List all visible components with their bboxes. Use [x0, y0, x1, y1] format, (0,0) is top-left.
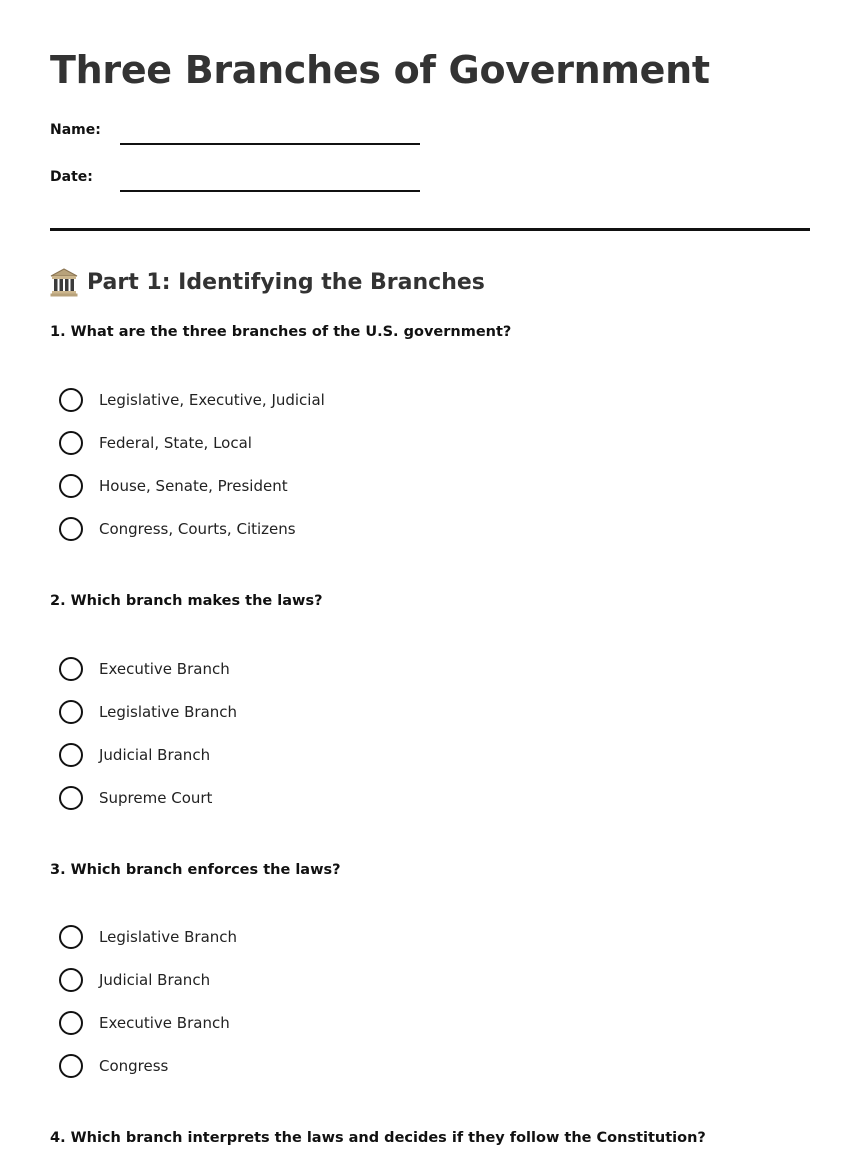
- radio-button[interactable]: [59, 925, 83, 949]
- answer-option[interactable]: [59, 656, 230, 682]
- answer-option[interactable]: [59, 516, 296, 542]
- section-heading: [50, 266, 485, 298]
- answer-option[interactable]: [59, 924, 237, 950]
- answer-option[interactable]: [59, 967, 210, 993]
- radio-button[interactable]: [59, 743, 83, 767]
- answer-label: Legislative, Executive, Judicial: [99, 391, 325, 409]
- answer-label: Congress: [99, 1057, 169, 1075]
- question-text: 2. Which branch makes the laws?: [50, 593, 323, 609]
- radio-button[interactable]: [59, 786, 83, 810]
- answer-option[interactable]: [59, 473, 288, 499]
- radio-button[interactable]: [59, 474, 83, 498]
- classical-building-icon: [50, 267, 78, 297]
- radio-button[interactable]: [59, 1011, 83, 1035]
- answer-option[interactable]: [59, 387, 325, 413]
- answer-option[interactable]: [59, 1053, 168, 1079]
- radio-button[interactable]: [59, 700, 83, 724]
- question-text: 4. Which branch interprets the laws and decides if they follow the Constitution?: [50, 1130, 706, 1146]
- answer-label: Congress, Courts, Citizens: [99, 520, 296, 538]
- answer-label: Supreme Court: [99, 789, 213, 807]
- radio-button[interactable]: [59, 431, 83, 455]
- date-input-line[interactable]: [120, 190, 420, 192]
- answer-option[interactable]: [59, 699, 237, 725]
- answer-option[interactable]: [59, 785, 212, 811]
- section-title: Part 1: Identifying the Branches: [87, 269, 485, 295]
- answer-option[interactable]: [59, 430, 252, 456]
- answer-option[interactable]: [59, 1010, 230, 1036]
- header-divider: [50, 228, 810, 231]
- radio-button[interactable]: [59, 657, 83, 681]
- answer-label: Executive Branch: [99, 660, 230, 678]
- date-label: Date:: [50, 169, 93, 185]
- worksheet-title: Three Branches of Government: [50, 48, 710, 92]
- radio-button[interactable]: [59, 517, 83, 541]
- answer-label: Judicial Branch: [99, 971, 211, 989]
- radio-button[interactable]: [59, 968, 83, 992]
- answer-label: House, Senate, President: [99, 477, 288, 495]
- answer-label: Executive Branch: [99, 1014, 230, 1032]
- answer-label: Legislative Branch: [99, 928, 238, 946]
- radio-button[interactable]: [59, 1054, 83, 1078]
- question-text: 3. Which branch enforces the laws?: [50, 862, 341, 878]
- answer-option[interactable]: [59, 742, 210, 768]
- name-label: Name:: [50, 122, 101, 138]
- answer-label: Federal, State, Local: [99, 434, 252, 452]
- question-text: 1. What are the three branches of the U.S. government?: [50, 324, 512, 340]
- answer-label: Legislative Branch: [99, 703, 238, 721]
- answer-label: Judicial Branch: [99, 746, 211, 764]
- name-input-line[interactable]: [120, 143, 420, 145]
- radio-button[interactable]: [59, 388, 83, 412]
